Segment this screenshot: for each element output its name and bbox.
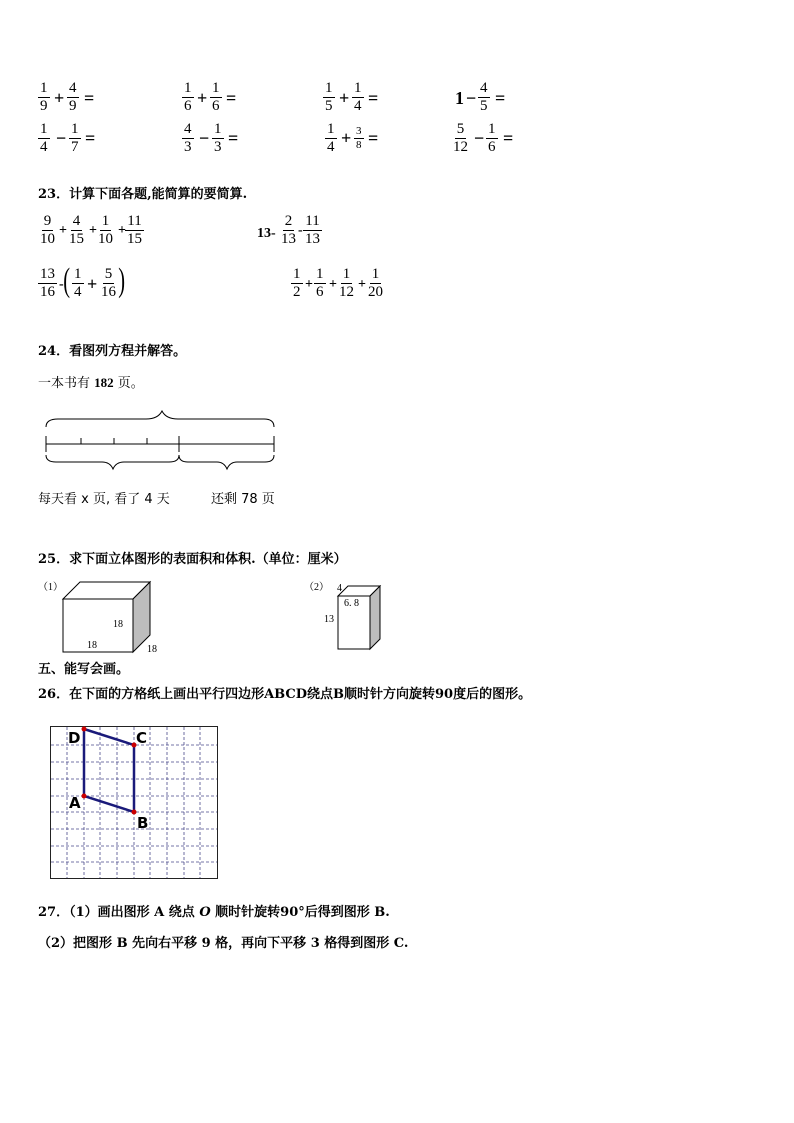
- cube-figure: [60, 580, 155, 655]
- operator: −: [466, 88, 477, 108]
- cuboid-dim-top: 4: [337, 583, 342, 594]
- fraction: $\frac{1}{4}$: [354, 80, 362, 114]
- cube-dim-side: 18: [113, 619, 123, 630]
- fraction: $\frac{13}{16}$: [40, 266, 55, 300]
- fraction: $\frac{1}{6}$: [316, 266, 324, 300]
- bottom-brace-right: [179, 455, 274, 469]
- fraction: $\frac{1}{7}$: [71, 121, 79, 155]
- fraction: $\frac{5}{16}$: [101, 266, 116, 300]
- operator: -: [59, 277, 64, 292]
- operator: +: [197, 88, 208, 108]
- fraction: $\frac{11}{13}$: [305, 213, 320, 247]
- operator: +: [59, 223, 67, 238]
- operator: +: [54, 88, 65, 108]
- equals-sign: =: [503, 128, 514, 148]
- q26-title: 26．在下面的方格纸上画出平行四边形ABCD绕点B顺时针方向旋转90度后的图形。: [38, 687, 532, 702]
- label-c: C: [136, 729, 148, 747]
- fraction: $\frac{1}{10}$: [98, 213, 113, 247]
- top-brace: [46, 411, 274, 427]
- right-paren: ): [118, 262, 126, 299]
- fraction: $\frac{4}{9}$: [69, 80, 77, 114]
- operator: +: [118, 223, 126, 238]
- line-segment-diagram: [38, 408, 283, 473]
- q24-label-left: 每天看 x 页, 看了 4 天: [38, 492, 170, 507]
- fraction: $\frac{1}{2}$: [293, 266, 301, 300]
- fraction: $\frac{1}{9}$: [40, 80, 48, 114]
- fraction: $\frac{4}{3}$: [184, 121, 192, 155]
- fraction: $\frac{5}{12}$: [453, 121, 468, 155]
- operator: +: [89, 223, 97, 238]
- vertex-a: [82, 794, 87, 799]
- operator: +: [329, 277, 337, 292]
- fraction: $\frac{1}{6}$: [184, 80, 192, 114]
- cuboid-dim-height: 13: [324, 614, 334, 625]
- equals-sign: =: [85, 128, 96, 148]
- operator: −: [199, 128, 210, 148]
- fraction: $\frac{1}{6}$: [488, 121, 496, 155]
- fraction: $\frac{1}{4}$: [327, 121, 335, 155]
- fraction: $\frac{1}{5}$: [325, 80, 333, 114]
- vertex-d: [82, 727, 87, 732]
- q24-label-right: 还剩 78 页: [211, 492, 275, 507]
- operator: +: [87, 274, 98, 294]
- fraction-small: $\frac{3}{8}$: [356, 125, 362, 151]
- fraction: $\frac{1}{20}$: [368, 266, 383, 300]
- left-paren: (: [63, 262, 71, 299]
- q24-title: 24．看图列方程并解答。: [38, 344, 187, 359]
- fraction: $\frac{11}{15}$: [127, 213, 142, 247]
- cube-dim-front: 18: [87, 640, 97, 651]
- cube-dim-depth: 18: [147, 644, 157, 655]
- equals-sign: =: [228, 128, 239, 148]
- whole-number: 1: [455, 88, 464, 108]
- vertex-b: [132, 810, 137, 815]
- equals-sign: =: [84, 88, 95, 108]
- operator: +: [339, 88, 350, 108]
- fig1-tag: （1）: [38, 582, 63, 593]
- cuboid-figure: [336, 585, 386, 655]
- bottom-brace-left: [46, 455, 179, 469]
- equals-sign: =: [226, 88, 237, 108]
- equals-sign: =: [495, 88, 506, 108]
- operator: +: [358, 277, 366, 292]
- equals-sign: =: [368, 88, 379, 108]
- fraction: $\frac{1}{6}$: [212, 80, 220, 114]
- fraction: $\frac{1}{3}$: [214, 121, 222, 155]
- section-title: 五、能写会画。: [38, 662, 130, 677]
- q27-line1: 27．（1）画出图形 A 绕点 O 顺时针旋转90°后得到图形 B.: [38, 905, 390, 920]
- label-d: D: [68, 729, 81, 747]
- q23-title: 23．计算下面各题,能简算的要简算.: [38, 187, 248, 202]
- fraction: $\frac{9}{10}$: [40, 213, 55, 247]
- operator: +: [341, 128, 352, 148]
- fraction: $\frac{2}{13}$: [281, 213, 296, 247]
- q24-intro: 一本书有 182 页。: [38, 375, 144, 391]
- operator: +: [305, 277, 313, 292]
- q27-line2: （2）把图形 B 先向右平移 9 格，再向下平移 3 格得到图形 C.: [38, 936, 409, 951]
- fraction: $\frac{1}{12}$: [339, 266, 354, 300]
- operator: −: [474, 128, 485, 148]
- fig2-tag: （2）: [304, 582, 329, 593]
- cuboid-dim-width: 6. 8: [344, 598, 359, 609]
- operator: -: [298, 223, 303, 238]
- whole-number: 13-: [257, 226, 276, 241]
- fraction: $\frac{1}{4}$: [74, 266, 82, 300]
- fraction: $\frac{4}{5}$: [480, 80, 488, 114]
- label-b: B: [137, 814, 149, 832]
- label-a: A: [69, 794, 81, 812]
- q25-title: 25．求下面立体图形的表面积和体积.（单位：厘米）: [38, 552, 347, 567]
- fraction: $\frac{4}{15}$: [69, 213, 84, 247]
- operator: −: [56, 128, 67, 148]
- equals-sign: =: [368, 128, 379, 148]
- fraction: $\frac{1}{4}$: [40, 121, 48, 155]
